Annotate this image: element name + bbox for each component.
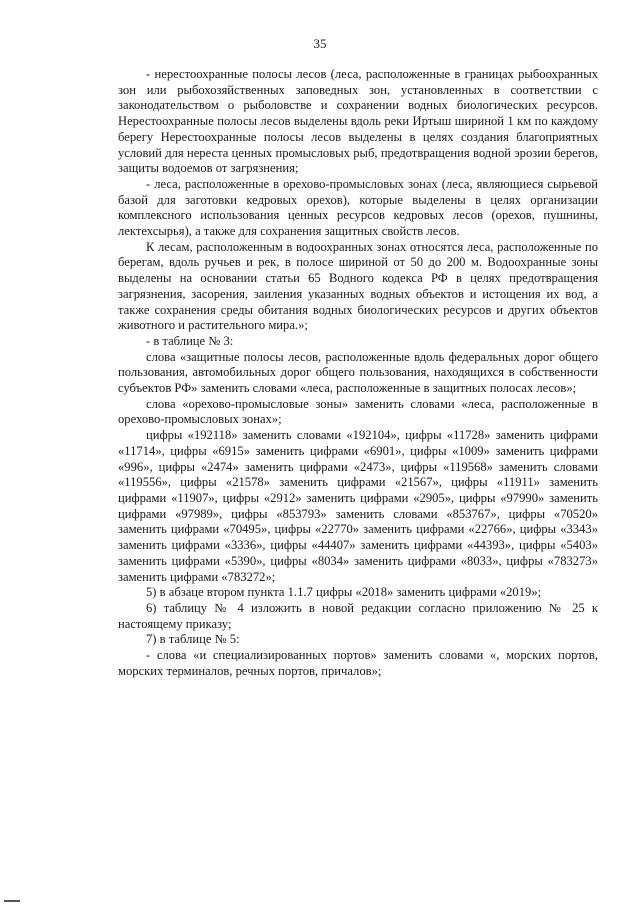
document-body — [118, 67, 598, 679]
paragraph-nut-harvesting-zones: - леса, расположенные в орехово-промысловых зонах (леса, являющиеся сырьевой базой для заготовки кедровых орехов), которые выделены в целях организации комплексного использования ценных ресурсов кедровых лесов (орехов, пушнины, лектехсырья), а также для сохранения защитных свойств лесов. — [118, 176, 598, 239]
paragraph-item-6: 6) таблицу № 4 изложить в новой редакции согласно приложению № 25 к настоящему приказу; — [118, 600, 598, 631]
paragraph-water-protection-zones: К лесам, расположенным в водоохранных зонах относятся леса, расположенные по берегам, вдоль ручьев и рек, в полосе шириной от 50 до 200 м. Водоохранные зоны выделены на основании статьи 65 Водного кодекса РФ в целях предотвращения загрязнения, засорения, заиления указанных водных объектов и истощения их вод, а также сохранения среды обитания водных биологических ресурсов и других объектов животного и растительного мира.»; — [118, 239, 598, 333]
paragraph-table-5-words: - слова «и специализированных портов» заменить словами «, морских портов, морских терминалов, речных портов, причалов»; — [118, 648, 598, 678]
paragraph-item-7: 7) в таблице № 5: — [146, 632, 240, 647]
paragraph-spawning-forest-strips: - нерестоохранные полосы лесов (леса, расположенные в границах рыбоохранных зон или рыбохозяйственных заповедных зон, установленных в соответствии с законодательством о рыболовстве и сохранении водных биологических ресурсов. Нерестоохранные полосы лесов выделены вдоль реки Иртыш шириной 1 км по каждому берегу Нерестоохранные полосы лесов выделены в целях создания благоприятных условий для нереста ценных промысловых рыб, предотвращения водной эрозии берегов, защиты водоемов от загрязнения; — [118, 67, 598, 176]
scan-mark — [4, 900, 20, 902]
paragraph-table-3-words-2: слова «орехово-промысловые зоны» заменить словами «леса, расположенные в орехово-промысловых зонах»; — [118, 396, 598, 427]
paragraph-table-3-numbers: цифры «192118» заменить словами «192104», цифры «11728» заменить цифрами «11714», цифры «6915» заменить цифрами «6901», цифры «1009» заменить цифрами «996», цифры «2474» заменить цифрами «2473», цифры «119568» заменить словами «119556», цифры «21578» заменить цифрами «21567», цифры «11911» заменить цифрами «11907», цифры «2912» заменить цифрами «2905», цифры «97990» заменить цифрами «97989», цифры «853793» заменить словами «853767», цифры «70520» заменить цифрами «70495», цифры «22770» заменить цифрами «22766», цифры «3343» заменить цифрами «3336», цифры «44407» заменить цифрами «44393», цифры «5403» заменить цифрами «5390», цифры «8034» заменить цифрами «8033», цифры «783273» заменить цифрами «783272»; — [118, 428, 598, 584]
page-number: 35 — [313, 36, 327, 51]
paragraph-table-3-words-1: слова «защитные полосы лесов, расположенные вдоль федеральных дорог общего пользования, автомобильных дорог общего пользования, находящихся в собственности субъектов РФ» заменить словами «леса, расположенные в защитных полосах лесов»; — [118, 349, 598, 396]
paragraph-item-5: 5) в абзаце втором пункта 1.1.7 цифры «2018» заменить цифрами «2019»; — [146, 585, 542, 600]
paragraph-table-3-heading: - в таблице № 3: — [146, 333, 234, 348]
